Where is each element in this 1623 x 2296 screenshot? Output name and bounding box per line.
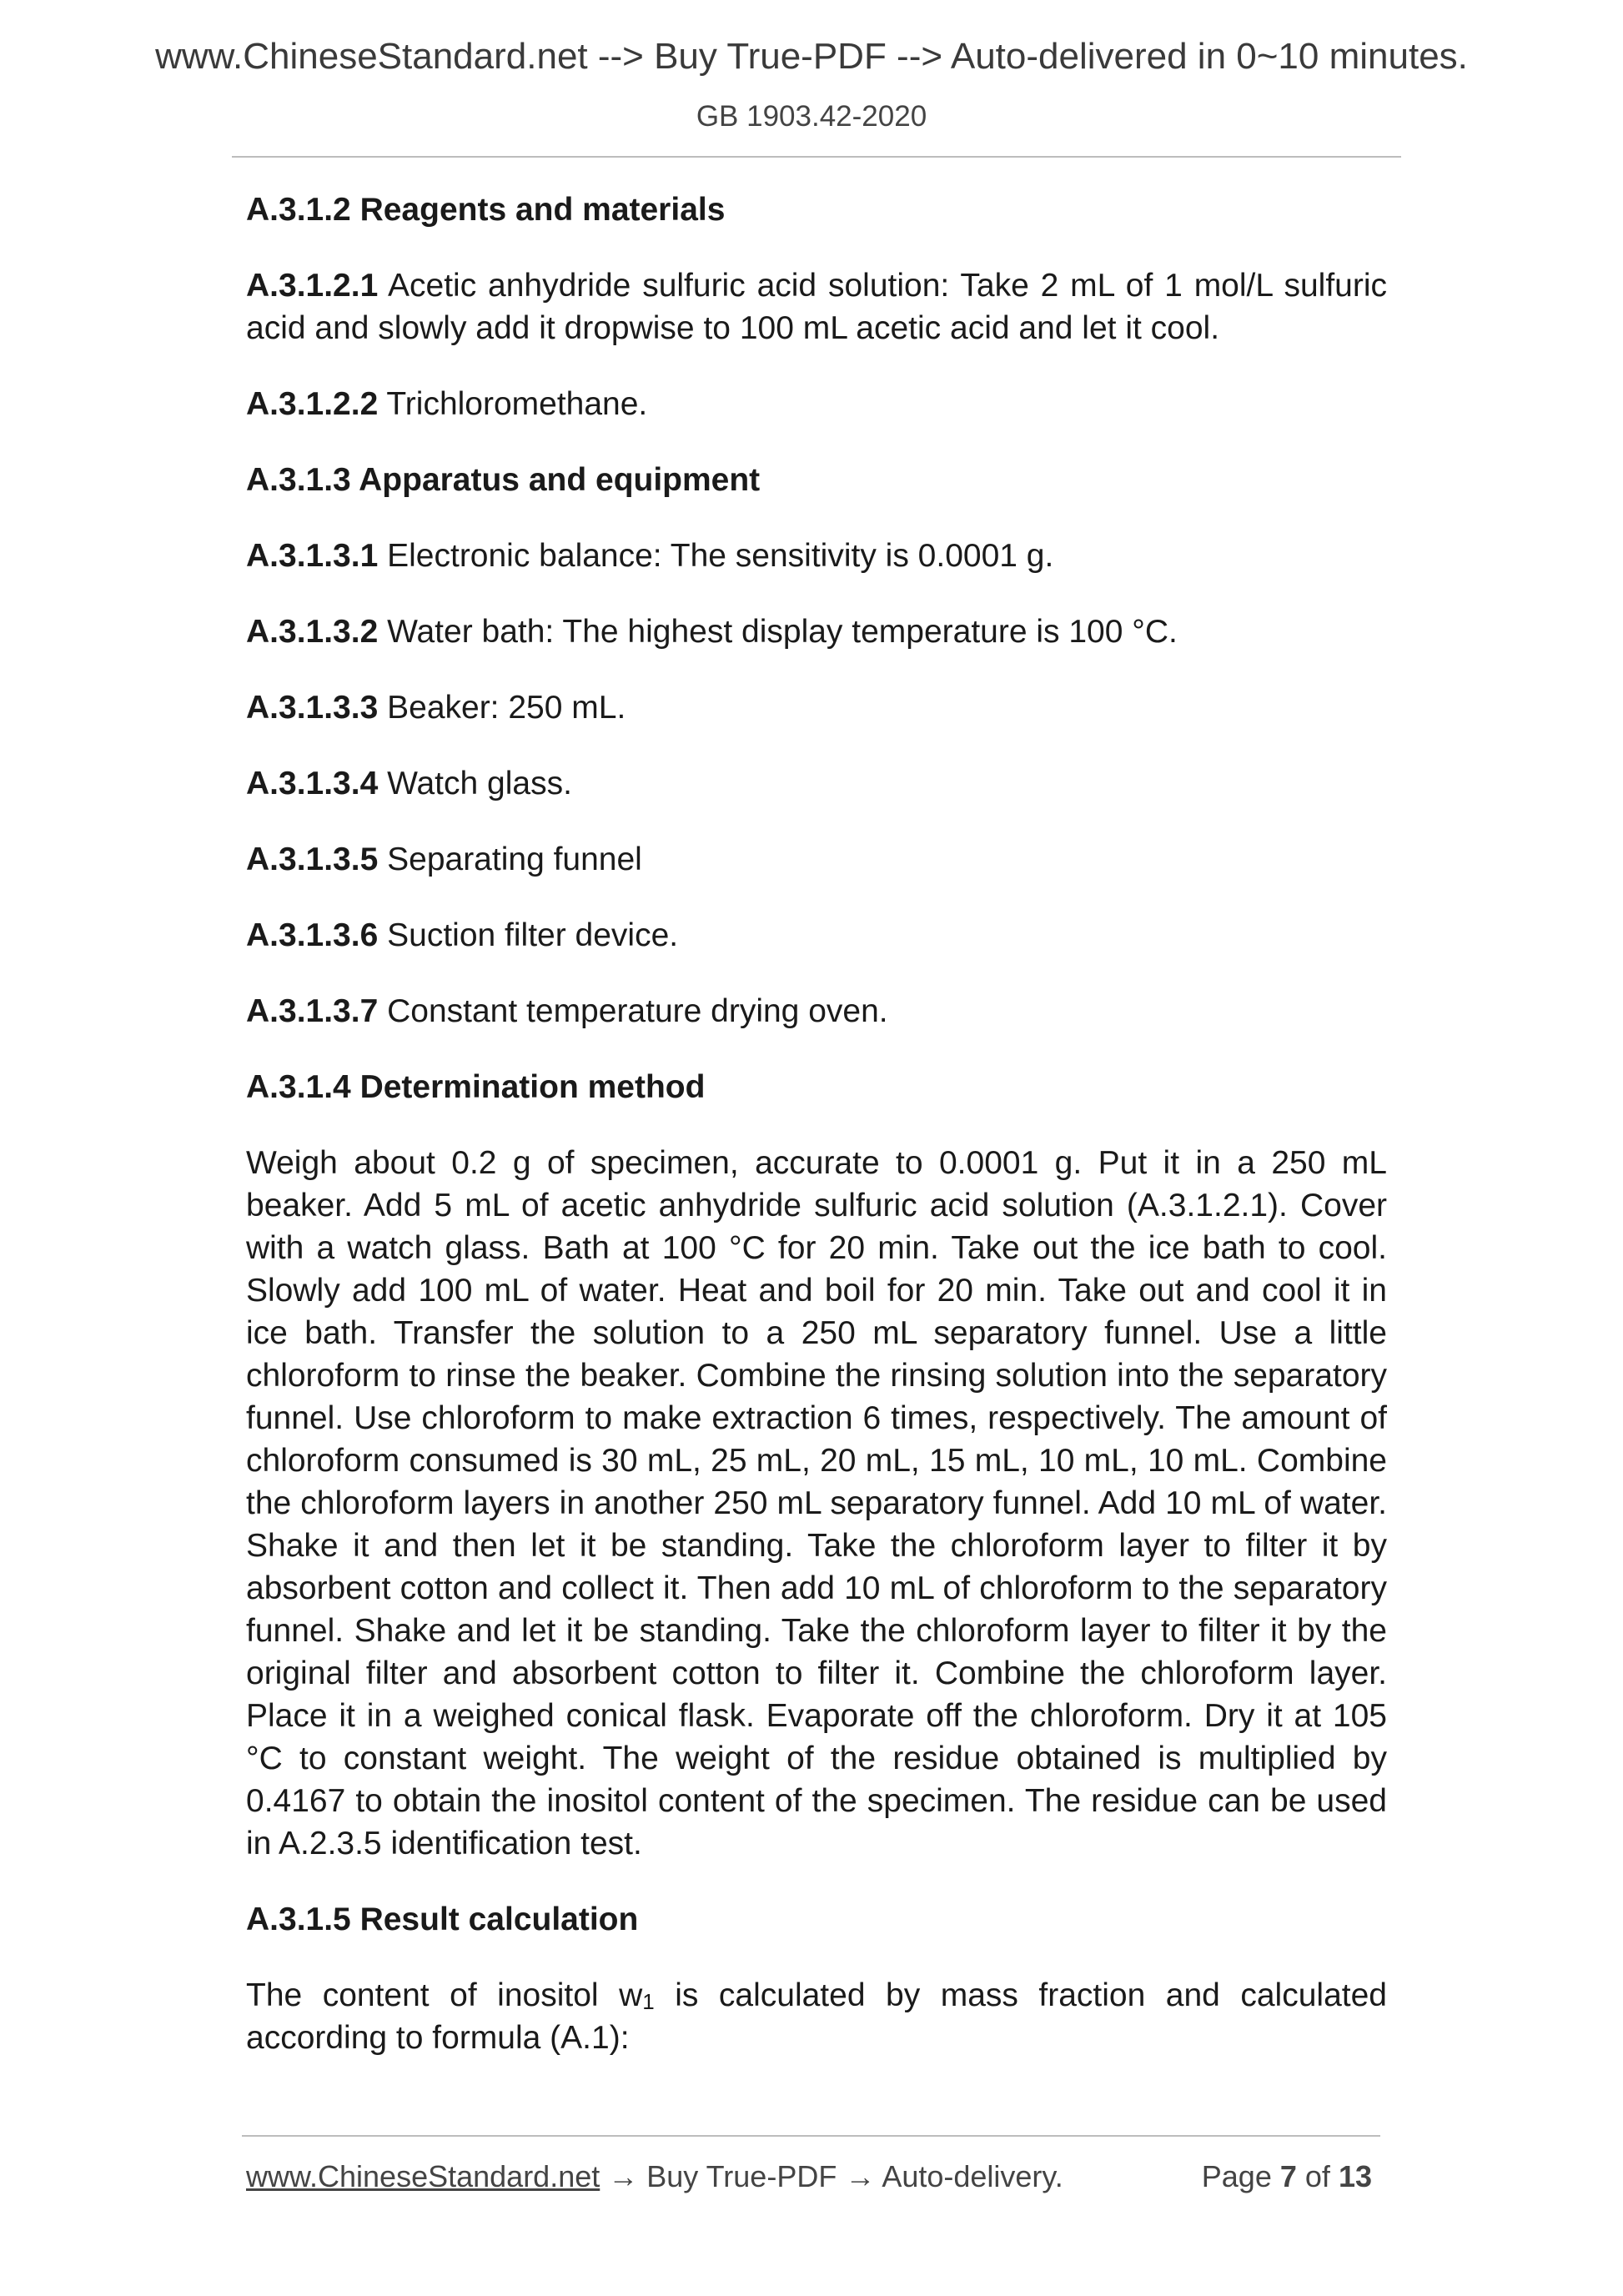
footer-divider xyxy=(242,2135,1380,2137)
clause-text: Acetic anhydride sulfuric acid solution: Take 2 mL of 1 mol/L sulfuric acid and slowly add it dropwise to 100 mL acetic acid and let it cool. xyxy=(246,268,1387,346)
clause-text: Water bath: The highest display temperature is 100 °C. xyxy=(378,614,1178,650)
footer-tagline: → Buy True-PDF → Auto-delivery. xyxy=(600,2159,1063,2193)
clause-text: Suction filter device. xyxy=(378,917,679,953)
of-label: of xyxy=(1304,2159,1330,2193)
clause-a31332 xyxy=(246,610,1387,653)
section-heading-result: A.3.1.5 Result calculation xyxy=(246,1902,639,1937)
page-footer xyxy=(246,2156,1380,2198)
result-text-part-b: is calculated by mass fraction and calculated according to formula (A.1): xyxy=(246,1977,1387,2056)
determination-method-text: Weigh about 0.2 g of specimen, accurate to 0.0001 g. Put it in a 250 mL beaker. Add 5 mL of acetic anhydride sulfuric acid solution (A.3.1.2.1). Cover with a watch glass. Bath at 100 °C for 20 min. Take out the ice bath to cool. Slowly add 100 mL of water. Heat and boil for 20 min. Take out and cool it in ice bath. Transfer the solution to a 250 mL separatory funnel. Use a little chloroform to rinse the beaker. Combine the rinsing solution into the separatory funnel. Use chloroform to make extraction 6 times, respectively. The amount of chloroform consumed is 30 mL, 25 mL, 20 mL, 15 mL, 10 mL, 10 mL. Combine the chloroform layers in another 250 mL separatory funnel. Add 10 mL of water. Shake it and then let it be standing. Take the chloroform layer to filter it by absorbent cotton and collect it. Then add 10 mL of chloroform to the separatory funnel. Shake and let it be standing. Take the chloroform layer to filter it by the original filter and absorbent cotton to filter it. Combine the chloroform layer. Place it in a weighed conical flask. Evaporate off the chloroform. Dry it at 105 °C to constant weight. The weight of the residue obtained is multiplied by 0.4167 to obtain the inositol content of the specimen. The residue can be used in A.2.3.5 identification test. xyxy=(246,1145,1387,1861)
clause-number: A.3.1.3.4 xyxy=(246,766,379,801)
clause-a31337 xyxy=(246,990,1387,1032)
clause-a31333 xyxy=(246,686,1387,729)
section-heading-reagents: A.3.1.2 Reagents and materials xyxy=(246,192,726,228)
page-counter xyxy=(1202,2156,1372,2198)
header-banner: www.ChineseStandard.net --> Buy True-PDF --> Auto-delivered in 0~10 minutes. xyxy=(155,36,1468,77)
result-calculation-text xyxy=(246,1974,1387,2059)
page-label: Page xyxy=(1201,2159,1272,2193)
footer-site-link[interactable]: www.ChineseStandard.net xyxy=(246,2159,600,2193)
clause-a31334 xyxy=(246,762,1387,805)
clause-text: Electronic balance: The sensitivity is 0.0001 g. xyxy=(378,538,1054,574)
section-heading-determination: A.3.1.4 Determination method xyxy=(246,1069,706,1105)
clause-number: A.3.1.3.5 xyxy=(246,842,379,877)
section-heading-apparatus: A.3.1.3 Apparatus and equipment xyxy=(246,462,761,498)
clause-text: Beaker: 250 mL. xyxy=(378,690,626,726)
clause-text: Constant temperature drying oven. xyxy=(378,993,888,1029)
clause-a31221 xyxy=(246,264,1387,349)
clause-number: A.3.1.2.2 xyxy=(246,386,379,422)
clause-number: A.3.1.2.1 xyxy=(246,268,379,304)
document-body xyxy=(246,188,1387,2093)
clause-number: A.3.1.3.7 xyxy=(246,993,379,1029)
subscript-index: 1 xyxy=(642,1989,655,2014)
standard-code: GB 1903.42-2020 xyxy=(696,100,927,133)
footer-left xyxy=(246,2156,1063,2198)
page-number: 7 xyxy=(1279,2159,1297,2193)
clause-number: A.3.1.3.2 xyxy=(246,614,379,650)
header-divider xyxy=(232,156,1401,158)
clause-a31222 xyxy=(246,383,1387,425)
clause-number: A.3.1.3.3 xyxy=(246,690,379,726)
page-total: 13 xyxy=(1338,2159,1372,2193)
clause-text: Trichloromethane. xyxy=(378,386,648,422)
clause-a31336 xyxy=(246,914,1387,957)
clause-a31331 xyxy=(246,535,1387,577)
result-text-part-a: The content of inositol w xyxy=(246,1977,643,2013)
clause-number: A.3.1.3.1 xyxy=(246,538,379,574)
clause-text: Separating funnel xyxy=(378,842,642,877)
clause-a31335 xyxy=(246,838,1387,881)
clause-text: Watch glass. xyxy=(378,766,572,801)
clause-number: A.3.1.3.6 xyxy=(246,917,379,953)
